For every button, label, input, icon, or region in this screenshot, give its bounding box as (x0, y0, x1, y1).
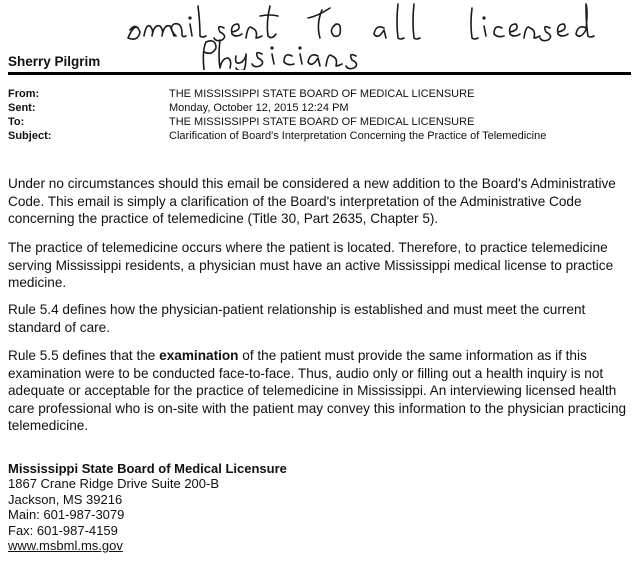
signature-address-1: 1867 Crane Ridge Drive Suite 200-B (8, 476, 220, 492)
from-value: THE MISSISSIPPI STATE BOARD OF MEDICAL LICENSURE (169, 88, 475, 100)
body-paragraph-4 (8, 347, 633, 435)
signature-main-phone: Main: 601-987-3079 (8, 507, 125, 523)
from-label: From: (8, 88, 40, 100)
signature-block (8, 461, 287, 553)
handwritten-note (120, 0, 635, 70)
signature-org: Mississippi State Board of Medical Licensure (8, 461, 287, 476)
sent-label: Sent: (8, 102, 36, 114)
signature-address-2: Jackson, MS 39216 (8, 491, 123, 507)
body-paragraph-3: Rule 5.4 defines how the physician-patient relationship is established and must meet the current standard of care. (8, 302, 586, 335)
subject-label: Subject: (8, 130, 52, 142)
signature-fax: Fax: 601-987-4159 (8, 522, 118, 538)
body-paragraph-2: The practice of telemedicine occurs where the patient is located. Therefore, to practice telemedicine serving Mississippi residents, a physician must have an active Mississippi medical license to practice medicine. (8, 240, 614, 290)
header-divider (8, 72, 631, 75)
sent-value: Monday, October 12, 2015 12:24 PM (169, 102, 349, 114)
to-label: To: (8, 116, 25, 128)
subject-value: Clarification of Board's Interpretation Concerning the Practice of Telemedicine (169, 130, 547, 142)
p4-bold-examination: examination (159, 348, 239, 363)
p4-text-after: of the patient must provide the same information as if this examination were to be conducted face-to-face. Thus, audio only or filling out a health inquiry is not adequate or acceptable for the practice of telemedicine in Mississippi. An interviewing licensed health care professional who is on-site with the patient may convey this information to the physician practicing telemedicine. (8, 348, 627, 433)
p4-text-before: Rule 5.5 defines that the (8, 348, 160, 363)
to-value: THE MISSISSIPPI STATE BOARD OF MEDICAL LICENSURE (169, 116, 475, 128)
body-paragraph-1: Under no circumstances should this email be considered a new addition to the Board's Administrative Code. This email is simply a clarification of the Board's interpretation of the Administrative Code concerning the practice of telemedicine (Title 30, Part 2635, Chapter 5). (8, 176, 616, 226)
website-link[interactable]: www.msbml.ms.gov (8, 538, 123, 554)
sender-name: Sherry Pilgrim (8, 54, 101, 69)
